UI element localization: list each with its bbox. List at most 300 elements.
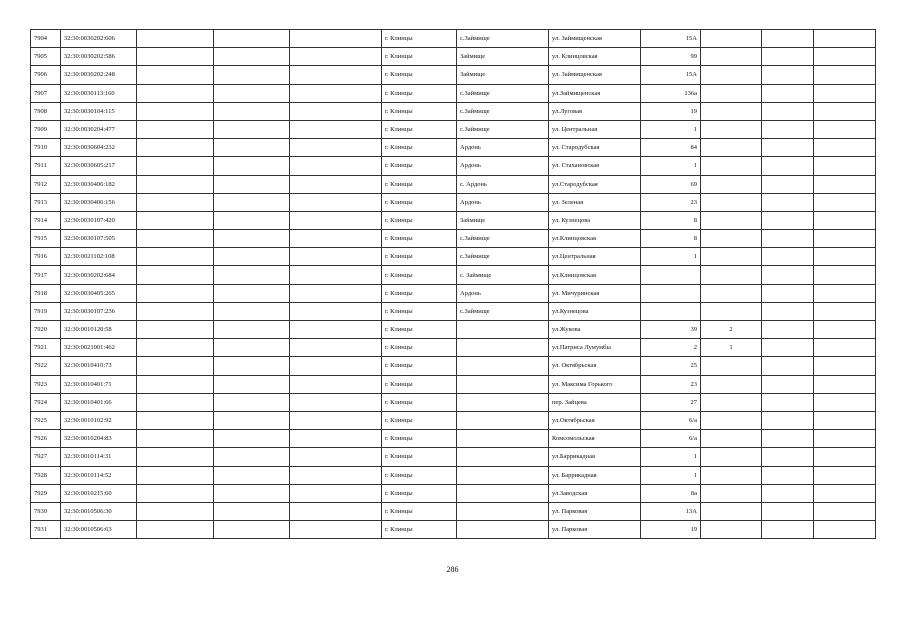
building-cell: [701, 84, 762, 102]
empty-cell: [290, 120, 382, 138]
house-number-cell: 27: [641, 393, 701, 411]
building-cell: [701, 175, 762, 193]
cadastral-number-cell: 32:30:0010401:71: [61, 375, 137, 393]
city-cell: г. Клинцы: [382, 321, 457, 339]
row-number-cell: 7920: [31, 321, 61, 339]
empty-cell: [814, 139, 876, 157]
building-cell: [701, 521, 762, 539]
empty-cell: [762, 211, 814, 229]
locality-cell: с. Займище: [457, 266, 549, 284]
empty-cell: [214, 375, 290, 393]
cadastral-number-cell: 32:30:0010120:58: [61, 321, 137, 339]
empty-cell: [214, 411, 290, 429]
house-number-cell: [641, 302, 701, 320]
empty-cell: [762, 357, 814, 375]
cadastral-number-cell: 32:30:0030605:217: [61, 157, 137, 175]
empty-cell: [137, 230, 214, 248]
row-number-cell: 7916: [31, 248, 61, 266]
building-cell: [701, 139, 762, 157]
building-cell: [701, 430, 762, 448]
table-row: [31, 84, 876, 102]
empty-cell: [814, 357, 876, 375]
building-cell: [701, 120, 762, 138]
street-cell: ул. Кузнецова: [549, 211, 641, 229]
building-cell: [701, 357, 762, 375]
street-cell: ул. Клинцовская: [549, 48, 641, 66]
locality-cell: с.Займище: [457, 120, 549, 138]
house-number-cell: 19: [641, 521, 701, 539]
cadastral-number-cell: 32:30:0021102:108: [61, 248, 137, 266]
empty-cell: [762, 375, 814, 393]
row-number-cell: 7909: [31, 120, 61, 138]
street-cell: ул. Займищенская: [549, 66, 641, 84]
empty-cell: [214, 302, 290, 320]
empty-cell: [290, 466, 382, 484]
table-row: [31, 430, 876, 448]
empty-cell: [762, 157, 814, 175]
table-row: [31, 48, 876, 66]
locality-cell: [457, 411, 549, 429]
cadastral-number-cell: 32:30:0010410:73: [61, 357, 137, 375]
row-number-cell: 7926: [31, 430, 61, 448]
locality-cell: с.Займище: [457, 102, 549, 120]
locality-cell: [457, 466, 549, 484]
row-number-cell: 7927: [31, 448, 61, 466]
cadastral-number-cell: 32:30:0010114:52: [61, 466, 137, 484]
house-number-cell: 23: [641, 193, 701, 211]
empty-cell: [214, 448, 290, 466]
cadastral-number-cell: 32:30:0010204:83: [61, 430, 137, 448]
house-number-cell: 8: [641, 211, 701, 229]
empty-cell: [214, 284, 290, 302]
city-cell: г. Клинцы: [382, 48, 457, 66]
empty-cell: [214, 211, 290, 229]
table-row: [31, 284, 876, 302]
empty-cell: [214, 466, 290, 484]
city-cell: г. Клинцы: [382, 266, 457, 284]
row-number-cell: 7918: [31, 284, 61, 302]
empty-cell: [290, 84, 382, 102]
street-cell: ул.Клинцовская: [549, 230, 641, 248]
city-cell: г. Клинцы: [382, 230, 457, 248]
street-cell: ул.Заводская: [549, 484, 641, 502]
locality-cell: с.Займище: [457, 230, 549, 248]
city-cell: г. Клинцы: [382, 102, 457, 120]
empty-cell: [214, 357, 290, 375]
empty-cell: [290, 321, 382, 339]
empty-cell: [214, 484, 290, 502]
city-cell: г. Клинцы: [382, 193, 457, 211]
cadastral-number-cell: 32:30:0030107:505: [61, 230, 137, 248]
page-number: 286: [446, 565, 459, 574]
empty-cell: [137, 84, 214, 102]
table-row: [31, 393, 876, 411]
row-number-cell: 7924: [31, 393, 61, 411]
city-cell: г. Клинцы: [382, 248, 457, 266]
building-cell: [701, 102, 762, 120]
empty-cell: [290, 339, 382, 357]
row-number-cell: 7929: [31, 484, 61, 502]
cadastral-number-cell: 32:30:0030202:684: [61, 266, 137, 284]
cadastral-number-cell: 32:30:0010215:60: [61, 484, 137, 502]
empty-cell: [214, 521, 290, 539]
empty-cell: [762, 321, 814, 339]
empty-cell: [814, 466, 876, 484]
city-cell: г. Клинцы: [382, 430, 457, 448]
empty-cell: [814, 248, 876, 266]
empty-cell: [290, 284, 382, 302]
building-cell: [701, 66, 762, 84]
table-row: [31, 321, 876, 339]
house-number-cell: 39: [641, 321, 701, 339]
building-cell: [701, 266, 762, 284]
building-cell: [701, 302, 762, 320]
empty-cell: [137, 175, 214, 193]
city-cell: г. Клинцы: [382, 175, 457, 193]
row-number-cell: 7922: [31, 357, 61, 375]
table-row: [31, 411, 876, 429]
street-cell: Комсомольская: [549, 430, 641, 448]
empty-cell: [137, 466, 214, 484]
building-cell: [701, 484, 762, 502]
empty-cell: [814, 321, 876, 339]
empty-cell: [137, 375, 214, 393]
empty-cell: [814, 157, 876, 175]
house-number-cell: 25: [641, 357, 701, 375]
empty-cell: [290, 30, 382, 48]
street-cell: ул.Луговая: [549, 102, 641, 120]
empty-cell: [137, 502, 214, 520]
empty-cell: [290, 521, 382, 539]
locality-cell: [457, 430, 549, 448]
table-body: [31, 30, 876, 539]
empty-cell: [814, 393, 876, 411]
house-number-cell: 99: [641, 48, 701, 66]
empty-cell: [137, 357, 214, 375]
locality-cell: [457, 339, 549, 357]
empty-cell: [762, 502, 814, 520]
building-cell: [701, 393, 762, 411]
table-row: [31, 484, 876, 502]
locality-cell: [457, 502, 549, 520]
building-cell: [701, 230, 762, 248]
locality-cell: с.Займище: [457, 84, 549, 102]
empty-cell: [137, 102, 214, 120]
empty-cell: [290, 375, 382, 393]
street-cell: ул.Патриса Лумумбы: [549, 339, 641, 357]
empty-cell: [214, 30, 290, 48]
table-row: [31, 339, 876, 357]
empty-cell: [137, 284, 214, 302]
row-number-cell: 7921: [31, 339, 61, 357]
empty-cell: [762, 339, 814, 357]
empty-cell: [290, 157, 382, 175]
cadastral-number-cell: 32:30:0030104:115: [61, 102, 137, 120]
locality-cell: [457, 521, 549, 539]
empty-cell: [137, 211, 214, 229]
empty-cell: [290, 175, 382, 193]
empty-cell: [814, 193, 876, 211]
street-cell: ул. Мичуринская: [549, 284, 641, 302]
table-row: [31, 375, 876, 393]
building-cell: [701, 30, 762, 48]
empty-cell: [762, 430, 814, 448]
street-cell: ул.Центральная: [549, 248, 641, 266]
empty-cell: [290, 211, 382, 229]
house-number-cell: 84: [641, 139, 701, 157]
locality-cell: с.Займище: [457, 302, 549, 320]
empty-cell: [762, 284, 814, 302]
city-cell: г. Клинцы: [382, 339, 457, 357]
city-cell: г. Клинцы: [382, 302, 457, 320]
empty-cell: [214, 430, 290, 448]
cadastral-number-cell: 32:30:0010114:31: [61, 448, 137, 466]
table-row: [31, 193, 876, 211]
row-number-cell: 7908: [31, 102, 61, 120]
street-cell: ул.Баррикадная: [549, 448, 641, 466]
empty-cell: [814, 120, 876, 138]
empty-cell: [214, 139, 290, 157]
empty-cell: [290, 393, 382, 411]
street-cell: ул. Стародубская: [549, 139, 641, 157]
street-cell: ул. Парковая: [549, 502, 641, 520]
building-cell: [701, 284, 762, 302]
row-number-cell: 7913: [31, 193, 61, 211]
city-cell: г. Клинцы: [382, 502, 457, 520]
empty-cell: [137, 266, 214, 284]
house-number-cell: 19: [641, 102, 701, 120]
empty-cell: [814, 430, 876, 448]
empty-cell: [290, 48, 382, 66]
city-cell: г. Клинцы: [382, 466, 457, 484]
empty-cell: [762, 30, 814, 48]
locality-cell: Ардонь: [457, 193, 549, 211]
building-cell: [701, 248, 762, 266]
empty-cell: [762, 139, 814, 157]
empty-cell: [214, 102, 290, 120]
locality-cell: [457, 321, 549, 339]
locality-cell: [457, 393, 549, 411]
empty-cell: [137, 339, 214, 357]
city-cell: г. Клинцы: [382, 411, 457, 429]
table-row: [31, 66, 876, 84]
empty-cell: [762, 230, 814, 248]
house-number-cell: 1: [641, 248, 701, 266]
row-number-cell: 7925: [31, 411, 61, 429]
empty-cell: [762, 66, 814, 84]
house-number-cell: 8: [641, 230, 701, 248]
street-cell: ул. Центральная: [549, 120, 641, 138]
table-row: [31, 175, 876, 193]
empty-cell: [290, 66, 382, 84]
empty-cell: [814, 48, 876, 66]
empty-cell: [290, 357, 382, 375]
building-cell: [701, 448, 762, 466]
empty-cell: [214, 66, 290, 84]
house-number-cell: 2: [641, 339, 701, 357]
street-cell: пер. Зайцева: [549, 393, 641, 411]
empty-cell: [137, 448, 214, 466]
empty-cell: [137, 48, 214, 66]
table-row: [31, 157, 876, 175]
building-cell: [701, 466, 762, 484]
empty-cell: [137, 120, 214, 138]
table-row: [31, 357, 876, 375]
house-number-cell: 1: [641, 448, 701, 466]
street-cell: ул.Займищенская: [549, 84, 641, 102]
empty-cell: [137, 484, 214, 502]
cadastral-number-cell: 32:30:0030202:606: [61, 30, 137, 48]
row-number-cell: 7904: [31, 30, 61, 48]
locality-cell: Займище: [457, 211, 549, 229]
empty-cell: [762, 448, 814, 466]
empty-cell: [137, 248, 214, 266]
empty-cell: [137, 157, 214, 175]
cadastral-number-cell: 32:30:0030113:160: [61, 84, 137, 102]
empty-cell: [290, 502, 382, 520]
cadastral-number-cell: 32:30:0030204:477: [61, 120, 137, 138]
cadastral-number-cell: 32:30:0010102:92: [61, 411, 137, 429]
city-cell: г. Клинцы: [382, 284, 457, 302]
register-table: [30, 29, 876, 539]
house-number-cell: 8а: [641, 484, 701, 502]
empty-cell: [137, 430, 214, 448]
row-number-cell: 7912: [31, 175, 61, 193]
city-cell: г. Клинцы: [382, 521, 457, 539]
empty-cell: [814, 375, 876, 393]
empty-cell: [214, 175, 290, 193]
cadastral-number-cell: 32:30:0010506:30: [61, 502, 137, 520]
empty-cell: [814, 502, 876, 520]
empty-cell: [290, 448, 382, 466]
cadastral-number-cell: 32:30:0030604:232: [61, 139, 137, 157]
locality-cell: с. Ардонь: [457, 175, 549, 193]
empty-cell: [814, 521, 876, 539]
empty-cell: [290, 484, 382, 502]
cadastral-number-cell: 32:30:0030405:265: [61, 284, 137, 302]
empty-cell: [762, 193, 814, 211]
building-cell: [701, 411, 762, 429]
city-cell: г. Клинцы: [382, 66, 457, 84]
row-number-cell: 7931: [31, 521, 61, 539]
table-row: [31, 502, 876, 520]
empty-cell: [137, 30, 214, 48]
city-cell: г. Клинцы: [382, 84, 457, 102]
empty-cell: [290, 193, 382, 211]
empty-cell: [762, 484, 814, 502]
row-number-cell: 7930: [31, 502, 61, 520]
empty-cell: [137, 66, 214, 84]
cadastral-number-cell: 32:30:0010506:63: [61, 521, 137, 539]
city-cell: г. Клинцы: [382, 393, 457, 411]
row-number-cell: 7917: [31, 266, 61, 284]
empty-cell: [214, 120, 290, 138]
empty-cell: [290, 266, 382, 284]
empty-cell: [762, 393, 814, 411]
street-cell: ул. Октябрьская: [549, 357, 641, 375]
table-row: [31, 120, 876, 138]
empty-cell: [814, 302, 876, 320]
locality-cell: Ардонь: [457, 157, 549, 175]
row-number-cell: 7914: [31, 211, 61, 229]
empty-cell: [214, 193, 290, 211]
city-cell: г. Клинцы: [382, 375, 457, 393]
building-cell: [701, 48, 762, 66]
empty-cell: [814, 30, 876, 48]
row-number-cell: 7923: [31, 375, 61, 393]
empty-cell: [814, 266, 876, 284]
street-cell: ул. Займищенская: [549, 30, 641, 48]
empty-cell: [214, 248, 290, 266]
cadastral-number-cell: 32:30:0030202:248: [61, 66, 137, 84]
street-cell: ул. Парковая: [549, 521, 641, 539]
row-number-cell: 7919: [31, 302, 61, 320]
street-cell: ул. Баррикадная: [549, 466, 641, 484]
row-number-cell: 7905: [31, 48, 61, 66]
locality-cell: Ардонь: [457, 139, 549, 157]
street-cell: ул.Стародубская: [549, 175, 641, 193]
empty-cell: [290, 139, 382, 157]
empty-cell: [290, 302, 382, 320]
row-number-cell: 7906: [31, 66, 61, 84]
empty-cell: [290, 102, 382, 120]
empty-cell: [290, 411, 382, 429]
empty-cell: [214, 48, 290, 66]
empty-cell: [214, 230, 290, 248]
table-row: [31, 466, 876, 484]
empty-cell: [290, 230, 382, 248]
house-number-cell: 6/а: [641, 411, 701, 429]
house-number-cell: 15А: [641, 66, 701, 84]
cadastral-number-cell: 32:30:0030202:586: [61, 48, 137, 66]
empty-cell: [214, 84, 290, 102]
empty-cell: [137, 411, 214, 429]
empty-cell: [214, 393, 290, 411]
city-cell: г. Клинцы: [382, 211, 457, 229]
house-number-cell: [641, 266, 701, 284]
empty-cell: [814, 175, 876, 193]
city-cell: г. Клинцы: [382, 357, 457, 375]
empty-cell: [814, 411, 876, 429]
empty-cell: [762, 84, 814, 102]
table-row: [31, 211, 876, 229]
building-cell: [701, 157, 762, 175]
empty-cell: [762, 302, 814, 320]
empty-cell: [814, 339, 876, 357]
empty-cell: [137, 521, 214, 539]
cadastral-number-cell: 32:30:0030107:236: [61, 302, 137, 320]
street-cell: ул. Стахановская: [549, 157, 641, 175]
empty-cell: [814, 211, 876, 229]
locality-cell: [457, 448, 549, 466]
empty-cell: [214, 266, 290, 284]
building-cell: [701, 193, 762, 211]
house-number-cell: 15А: [641, 30, 701, 48]
table-row: [31, 248, 876, 266]
cadastral-number-cell: 32:30:0030406:156: [61, 193, 137, 211]
empty-cell: [214, 339, 290, 357]
empty-cell: [290, 430, 382, 448]
empty-cell: [762, 48, 814, 66]
empty-cell: [214, 502, 290, 520]
house-number-cell: [641, 284, 701, 302]
city-cell: г. Клинцы: [382, 120, 457, 138]
empty-cell: [814, 284, 876, 302]
row-number-cell: 7915: [31, 230, 61, 248]
locality-cell: [457, 484, 549, 502]
table-row: [31, 230, 876, 248]
empty-cell: [814, 448, 876, 466]
